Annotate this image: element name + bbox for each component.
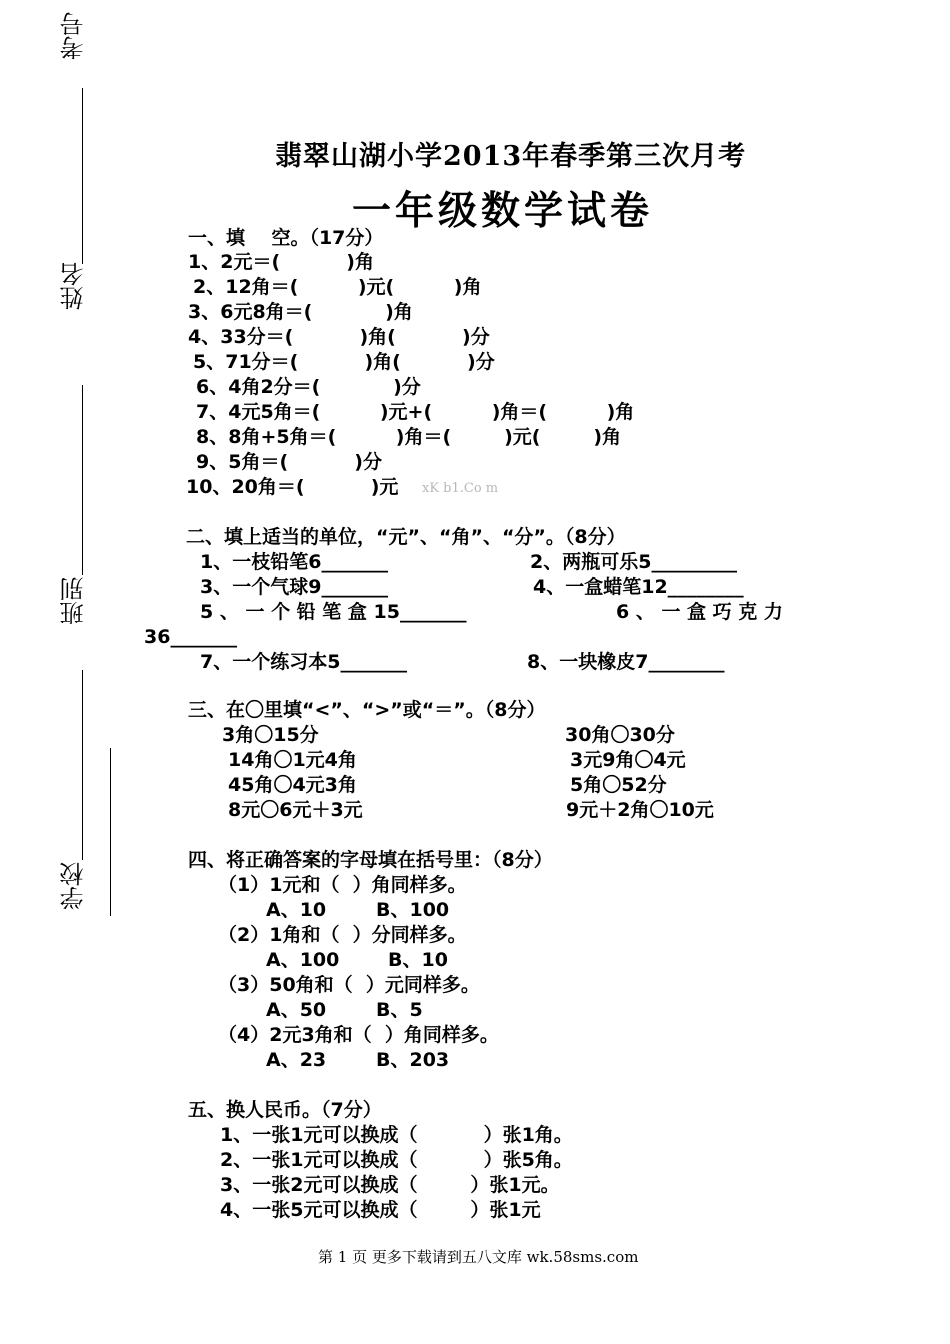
section4-q2-option-a: A、100 (266, 949, 340, 971)
section2-item-6-cont: 36_______ (144, 626, 237, 648)
section2-heading: 二、填上适当的单位，“元”、“角”、“分”。（8分） (186, 526, 626, 548)
section4-q4-option-a: A、23 (266, 1049, 327, 1071)
section2-item-8: 8、一块橡皮7________ (527, 651, 725, 673)
section2-item-7: 7、一个练习本5_______ (200, 651, 407, 673)
school-label: 学校 (60, 862, 88, 910)
section4-q2: （2）1角和（ ）分同样多。 (218, 924, 467, 946)
section1-item-9: 9、5角＝( )分 (196, 451, 382, 473)
section4-q2-option-b: B、10 (388, 949, 448, 971)
exam-number-line (82, 88, 83, 264)
section3-heading: 三、在〇里填“<”、“>”或“＝”。（8分） (188, 699, 546, 721)
section2-item-5: 5 、 一 个 铅 笔 盒 15_______ (200, 601, 467, 623)
name-label: 姓名 (60, 262, 88, 310)
section1-item-3: 3、6元8角＝( )角 (188, 301, 413, 323)
section2-item-1: 1、一枝铅笔6_______ (200, 551, 388, 573)
section2-item-4: 4、一盒蜡笔12________ (533, 576, 744, 598)
class-line-2 (110, 748, 111, 916)
section4-heading: 四、将正确答案的字母填在括号里：（8分） (188, 849, 553, 871)
section3-item-4: 3元9角〇4元 (570, 749, 686, 771)
watermark: xK b1.Co m (422, 481, 499, 496)
section4-q1: （1）1元和（ ）角同样多。 (218, 874, 467, 896)
section3-item-5: 45角〇4元3角 (228, 774, 357, 796)
exam-number-label: 考号 (60, 12, 88, 60)
section1-item-5: 5、71分＝( )角( )分 (193, 351, 495, 373)
section5-item-1: 1、一张1元可以换成（ ）张1角。 (220, 1124, 573, 1146)
name-line (82, 385, 83, 575)
section1-item-1: 1、2元＝( )角 (188, 251, 374, 273)
section1-item-2: 2、12角＝( )元( )角 (193, 276, 482, 298)
section5-item-3: 3、一张2元可以换成（ ）张1元。 (220, 1174, 560, 1196)
section3-item-3: 14角〇1元4角 (228, 749, 357, 771)
section2-item-6: 6 、 一 盒 巧 克 力 (616, 601, 783, 623)
section1-item-8: 8、8角+5角＝( )角＝( )元( )角 (196, 426, 622, 448)
section1-item-10: 10、20角＝( )元 (186, 476, 399, 498)
section2-item-3: 3、一个气球9_______ (200, 576, 388, 598)
section1-item-7: 7、4元5角＝( )元+( )角＝( )角 (196, 401, 635, 423)
section1-item-6: 6、4角2分＝( )分 (196, 376, 421, 398)
section3-item-8: 9元＋2角〇10元 (566, 799, 714, 821)
page-footer: 第 1 页 更多下载请到五八文库 wk.58sms.com (318, 1248, 639, 1266)
section4-q1-option-a: A、10 (266, 899, 327, 921)
class-label: 班别 (60, 577, 88, 625)
section1-item-4: 4、33分＝( )角( )分 (188, 326, 490, 348)
school-title: 翡翠山湖小学2013年春季第三次月考 (275, 141, 747, 172)
section4-q1-option-b: B、100 (376, 899, 450, 921)
section4-q3: （3）50角和（ ）元同样多。 (218, 974, 480, 996)
paper-title: 一年级数学试卷 (352, 189, 654, 234)
section5-heading: 五、换人民币。（7分） (188, 1099, 382, 1121)
section1-heading: 一、填 空。（17分） (188, 227, 384, 249)
section3-item-1: 3角〇15分 (222, 724, 319, 746)
section4-q4: （4）2元3角和（ ）角同样多。 (218, 1024, 499, 1046)
section5-item-4: 4、一张5元可以换成（ ）张1元 (220, 1199, 541, 1221)
section2-item-2: 2、两瓶可乐5_________ (530, 551, 737, 573)
section3-item-6: 5角〇52分 (570, 774, 667, 796)
section5-item-2: 2、一张1元可以换成（ ）张5角。 (220, 1149, 573, 1171)
section3-item-2: 30角〇30分 (565, 724, 675, 746)
section4-q3-option-b: B、5 (376, 999, 423, 1021)
section4-q3-option-a: A、50 (266, 999, 327, 1021)
section3-item-7: 8元〇6元＋3元 (228, 799, 363, 821)
section4-q4-option-b: B、203 (376, 1049, 450, 1071)
class-line (82, 670, 83, 860)
